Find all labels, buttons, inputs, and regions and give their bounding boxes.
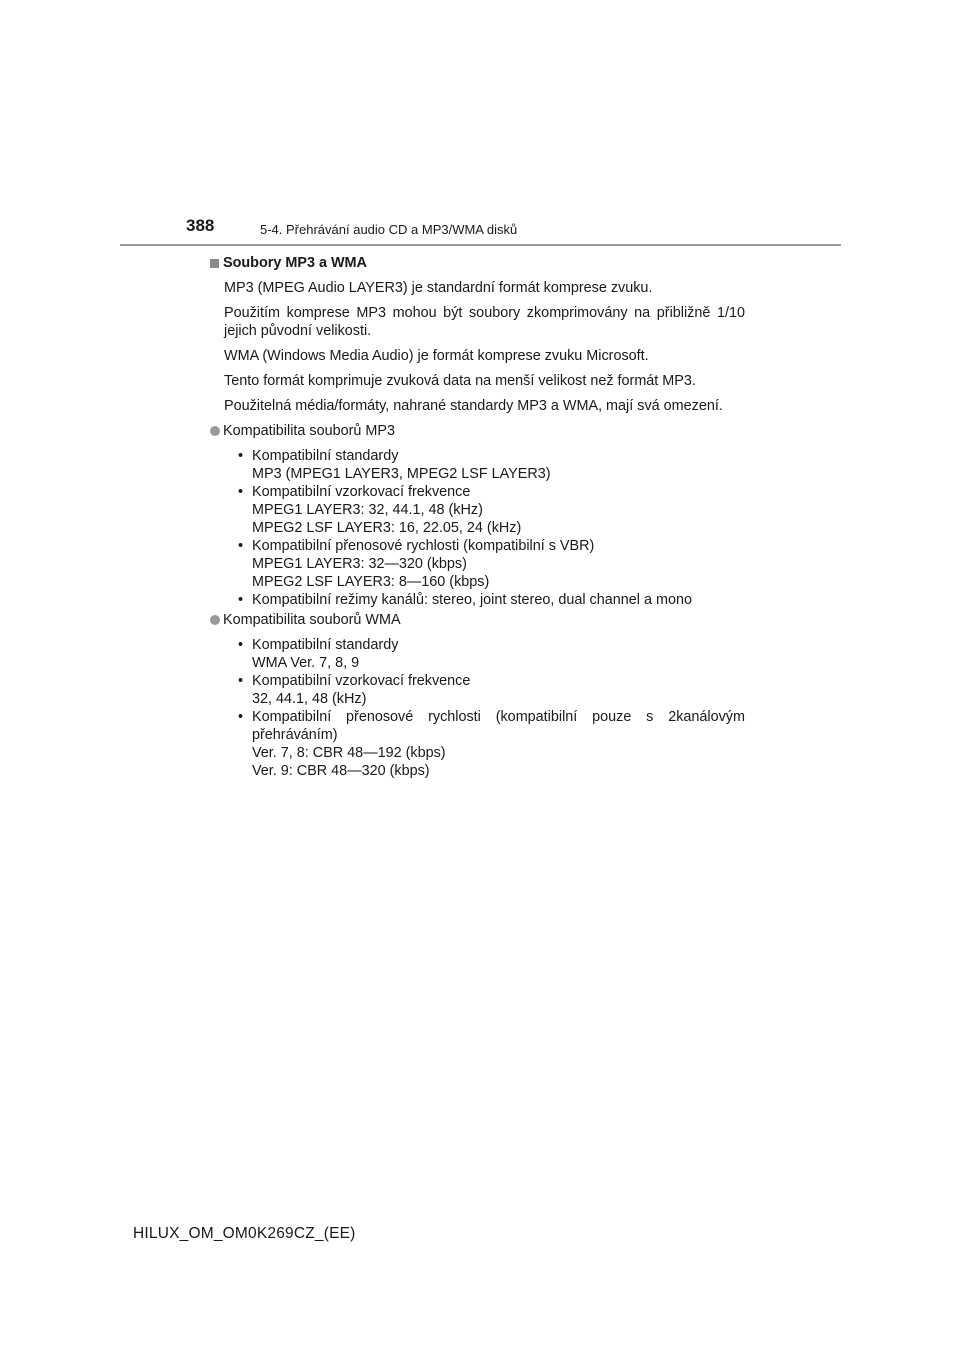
bullet-dot-icon: • <box>238 538 244 554</box>
bullet-dot-icon: • <box>238 448 244 464</box>
paragraph: Tento formát komprimuje zvuková data na menší velikost než formát MP3. <box>224 373 696 389</box>
subsection-title: Kompatibilita souborů WMA <box>223 612 401 628</box>
list-item-value: Ver. 7, 8: CBR 48—192 (kbps) <box>252 745 446 761</box>
circle-bullet-icon <box>210 615 220 625</box>
list-item-label: Kompatibilní standardy <box>252 637 399 653</box>
mp3-list <box>238 447 745 609</box>
bullet-dot-icon: • <box>238 484 244 500</box>
list-item <box>238 483 745 537</box>
page-content <box>210 254 745 782</box>
paragraph: MP3 (MPEG Audio LAYER3) je standardní formát komprese zvuku. <box>224 280 653 296</box>
list-item-value: MPEG1 LAYER3: 32—320 (kbps) <box>252 556 467 572</box>
list-item-value: MPEG2 LSF LAYER3: 16, 22.05, 24 (kHz) <box>252 520 522 536</box>
list-item-value: MPEG2 LSF LAYER3: 8—160 (kbps) <box>252 574 490 590</box>
paragraph: Použitím komprese MP3 mohou být soubory zkomprimovány na přibližně 1/10 jejich původní velikosti. <box>224 305 745 339</box>
list-item <box>238 636 745 672</box>
document-code: HILUX_OM_OM0K269CZ_(EE) <box>133 1225 356 1242</box>
bullet-dot-icon: • <box>238 673 244 689</box>
section-heading-text: Soubory MP3 a WMA <box>223 255 367 271</box>
list-item-label: Kompatibilní vzorkovací frekvence <box>252 673 471 689</box>
list-item-label: Kompatibilní přenosové rychlosti (kompatibilní pouze s 2kanálovým přehráváním) <box>252 709 745 743</box>
list-item <box>238 672 745 708</box>
list-item <box>238 537 745 591</box>
subsection-heading-wma <box>210 611 745 629</box>
page-number: 388 <box>186 216 215 235</box>
list-item <box>238 447 745 483</box>
list-item <box>238 708 745 780</box>
paragraph: WMA (Windows Media Audio) je formát komprese zvuku Microsoft. <box>224 348 649 364</box>
wma-list <box>238 636 745 780</box>
list-item-value: MP3 (MPEG1 LAYER3, MPEG2 LSF LAYER3) <box>252 466 551 482</box>
subsection-heading-mp3 <box>210 422 745 440</box>
list-item-value: MPEG1 LAYER3: 32, 44.1, 48 (kHz) <box>252 502 483 518</box>
list-item-label: Kompatibilní režimy kanálů: stereo, joint stereo, dual channel a mono <box>252 592 692 608</box>
list-item-label: Kompatibilní přenosové rychlosti (kompatibilní s VBR) <box>252 538 595 554</box>
bullet-dot-icon: • <box>238 637 244 653</box>
header-rule <box>120 244 841 246</box>
paragraph: Použitelná média/formáty, nahrané standardy MP3 a WMA, mají svá omezení. <box>224 398 723 414</box>
list-item-label: Kompatibilní vzorkovací frekvence <box>252 484 471 500</box>
bullet-dot-icon: • <box>238 709 244 725</box>
bullet-dot-icon: • <box>238 592 244 608</box>
section-title: 5-4. Přehrávání audio CD a MP3/WMA disků <box>260 222 518 237</box>
subsection-title: Kompatibilita souborů MP3 <box>223 423 395 439</box>
section-heading <box>210 254 745 272</box>
list-item-value: WMA Ver. 7, 8, 9 <box>252 655 360 671</box>
list-item-label: Kompatibilní standardy <box>252 448 399 464</box>
circle-bullet-icon <box>210 426 220 436</box>
list-item <box>238 591 745 609</box>
square-bullet-icon <box>210 259 219 268</box>
list-item-value: 32, 44.1, 48 (kHz) <box>252 691 367 707</box>
list-item-value: Ver. 9: CBR 48—320 (kbps) <box>252 763 430 779</box>
